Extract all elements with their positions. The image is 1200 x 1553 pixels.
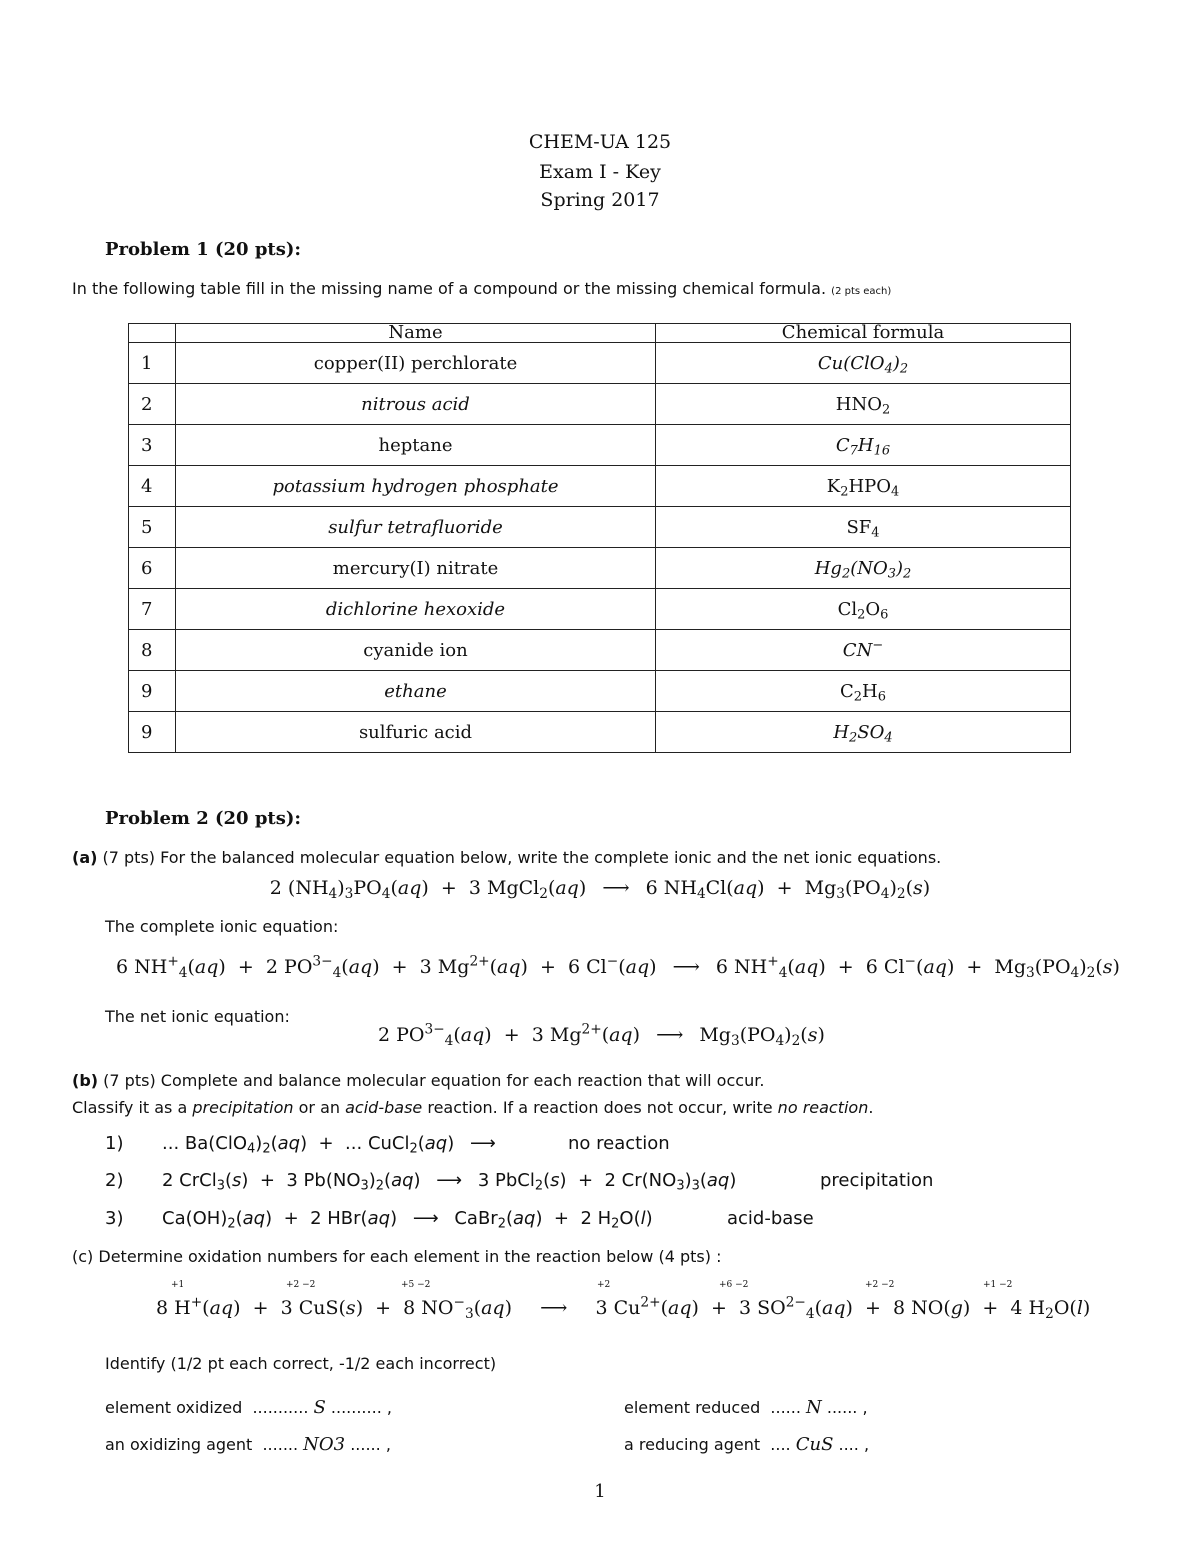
table-header-formula: Chemical formula	[656, 324, 1071, 343]
reaction-equation: ... $Ba(ClO_4)_2(aq)$ + ... CuCl$_2$(aq) ⟶	[162, 1133, 496, 1157]
instr-mid: or an	[298, 1098, 341, 1117]
answer-label: a reducing agent	[624, 1435, 761, 1454]
compound-table	[128, 323, 1071, 753]
molecular-equation: 2 $(NH_4)_3PO_4(aq) + 3$ MgCl$_2$(aq) ⟶ 6 $NH_4Cl(aq) + Mg_3(PO_4)_2(s)$	[269, 877, 931, 902]
compound-name: heptane	[176, 425, 656, 466]
answer-value: S	[313, 1397, 326, 1418]
part-b-instruction-2: Classify it as a precipitation or an acid-base reaction. If a reaction does not occur, write no reaction.	[72, 1098, 874, 1117]
points-note: (2 pts each)	[831, 286, 892, 297]
compound-name: mercury(I) nitrate	[176, 548, 656, 589]
compound-formula: $Hg_2(NO_3)_2$	[656, 548, 1071, 589]
compound-formula: $Cu(ClO_4)_2$	[656, 343, 1071, 384]
net-ionic-equation: 2 $PO^{3-}_4(aq) + 3$ $Mg^{2+}(aq)$ ⟶ $Mg_3(PO_4)_2(s)$	[378, 1021, 825, 1049]
problem1-title: Problem 1 (20 pts):	[105, 239, 302, 260]
answer-element-reduced: element reduced ...... N ...... ,	[624, 1397, 868, 1418]
net-ionic-label: The net ionic equation:	[105, 1007, 290, 1026]
row-num: 9	[129, 671, 176, 712]
compound-formula: $HNO_2$	[656, 384, 1071, 425]
reaction-result: acid-base	[727, 1208, 814, 1229]
row-num: 6	[129, 548, 176, 589]
compound-name: sulfuric acid	[176, 712, 656, 753]
reaction-num: 2)	[105, 1170, 124, 1191]
answer-label: element reduced	[624, 1398, 761, 1417]
ox-number: +2 −2	[286, 1280, 316, 1290]
reaction-num: 1)	[105, 1133, 124, 1154]
table-row	[129, 343, 1071, 384]
compound-formula: $H_2SO_4$	[656, 712, 1071, 753]
answer-label: an oxidizing agent	[105, 1435, 253, 1454]
page-number: 1	[594, 1481, 606, 1502]
compound-formula: $C_7H_{16}$	[656, 425, 1071, 466]
answer-value: N	[806, 1397, 822, 1418]
row-num: 8	[129, 630, 176, 671]
table-row	[129, 671, 1071, 712]
row-num: 9	[129, 712, 176, 753]
identify-instruction: Identify (1/2 pt each correct, -1/2 each incorrect)	[105, 1354, 497, 1373]
part-c-instruction	[72, 1247, 721, 1266]
ox-number: +5 −2	[401, 1280, 431, 1290]
reaction-equation: $Ca(OH)_2(aq) + 2$ HBr(aq) ⟶ CaBr$_2$(aq) + 2 $H_2O(l)$	[162, 1208, 653, 1232]
compound-formula: $Cl_2O_6$	[656, 589, 1071, 630]
compound-name: sulfur tetrafluoride	[176, 507, 656, 548]
row-num: 5	[129, 507, 176, 548]
table-row	[129, 548, 1071, 589]
row-num: 2	[129, 384, 176, 425]
part-a-text: (7 pts) For the balanced molecular equation below, write the complete ionic and the net ionic equations.	[102, 848, 942, 867]
answer-value: CuS	[795, 1434, 834, 1455]
term: Spring 2017	[540, 189, 660, 211]
instr-precip: precipitation	[192, 1098, 294, 1117]
table-row	[129, 589, 1071, 630]
part-c-label: (c)	[72, 1247, 94, 1266]
answer-element-oxidized: element oxidized ........... S .......... ,	[105, 1397, 392, 1418]
compound-formula: $SF_4$	[656, 507, 1071, 548]
part-a-label: (a)	[72, 848, 98, 867]
instr-post: reaction. If a reaction does not occur, write	[427, 1098, 773, 1117]
compound-name: dichlorine hexoxide	[176, 589, 656, 630]
compound-name: ethane	[176, 671, 656, 712]
table-row	[129, 630, 1071, 671]
complete-ionic-equation: 6 $NH^+_4(aq) + 2$ $PO^{3-}_4(aq) + 3$ $Mg^{2+}(aq) + 6$ Cl−(aq) ⟶ 6 $NH^+_4(aq) + 6$ $Cl^-(aq) + Mg_3(PO_4)_2(s)$	[116, 953, 1120, 981]
table-row	[129, 384, 1071, 425]
course-title: CHEM-UA 125	[528, 131, 672, 153]
ox-number: +2 −2	[865, 1280, 895, 1290]
row-num: 7	[129, 589, 176, 630]
row-num: 3	[129, 425, 176, 466]
table-header-num	[129, 324, 176, 343]
exam-title: Exam I - Key	[539, 161, 661, 183]
row-num: 1	[129, 343, 176, 384]
reaction-num: 3)	[105, 1208, 124, 1229]
part-a-instruction	[72, 848, 941, 867]
ox-number: +6 −2	[719, 1280, 749, 1290]
reaction-result: precipitation	[820, 1170, 934, 1191]
instr-acid: acid-base	[345, 1098, 423, 1117]
part-c-text: Determine oxidation numbers for each element in the reaction below (4 pts) :	[98, 1247, 722, 1266]
reaction-result: no reaction	[568, 1133, 670, 1154]
answer-oxidizing-agent: an oxidizing agent ....... NO3 ...... ,	[105, 1434, 391, 1455]
compound-name: cyanide ion	[176, 630, 656, 671]
table-row	[129, 466, 1071, 507]
complete-ionic-label: The complete ionic equation:	[105, 917, 339, 936]
table-header-name: Name	[176, 324, 656, 343]
answer-value: NO3	[303, 1434, 346, 1455]
answer-label: element oxidized	[105, 1398, 243, 1417]
table-header-row	[129, 324, 1071, 343]
reaction-equation: 2 CrCl$_3$(s) + 3 $Pb(NO_3)_2(aq)$ ⟶ 3 PbCl$_2$(s) + 2 $Cr(NO_3)_3(aq)$	[162, 1170, 737, 1194]
instruction-text: In the following table fill in the missing name of a compound or the missing chemical formula.	[72, 279, 827, 298]
compound-formula: CN−	[656, 630, 1071, 671]
redox-equation: 8 H+(aq) + 3 CuS(s) + 8 $NO^-_3(aq)$ ⟶ 3 $Cu^{2+}(aq) + 3$ $SO^{2-}_4(aq) + 8$ NO(g) + 4 $H_2O(l)$	[156, 1294, 1091, 1322]
compound-formula: $C_2H_6$	[656, 671, 1071, 712]
compound-name: copper(II) perchlorate	[176, 343, 656, 384]
part-b-instruction	[72, 1071, 764, 1090]
table-row	[129, 712, 1071, 753]
instr-nr: no reaction	[777, 1098, 869, 1117]
problem1-instruction	[72, 279, 891, 298]
compound-name: nitrous acid	[176, 384, 656, 425]
answer-reducing-agent: a reducing agent .... CuS .... ,	[624, 1434, 870, 1455]
part-b-label: (b)	[72, 1071, 99, 1090]
table-row	[129, 507, 1071, 548]
ox-number: +2	[597, 1280, 611, 1290]
table-row	[129, 425, 1071, 466]
part-b-text: (7 pts) Complete and balance molecular equation for each reaction that will occur.	[103, 1071, 765, 1090]
instr-pre: Classify it as a	[72, 1098, 188, 1117]
compound-formula: $K_2HPO_4$	[656, 466, 1071, 507]
row-num: 4	[129, 466, 176, 507]
problem2-title: Problem 2 (20 pts):	[105, 808, 302, 829]
compound-name: potassium hydrogen phosphate	[176, 466, 656, 507]
ox-number: +1 −2	[983, 1280, 1013, 1290]
ox-number: +1	[171, 1280, 185, 1290]
